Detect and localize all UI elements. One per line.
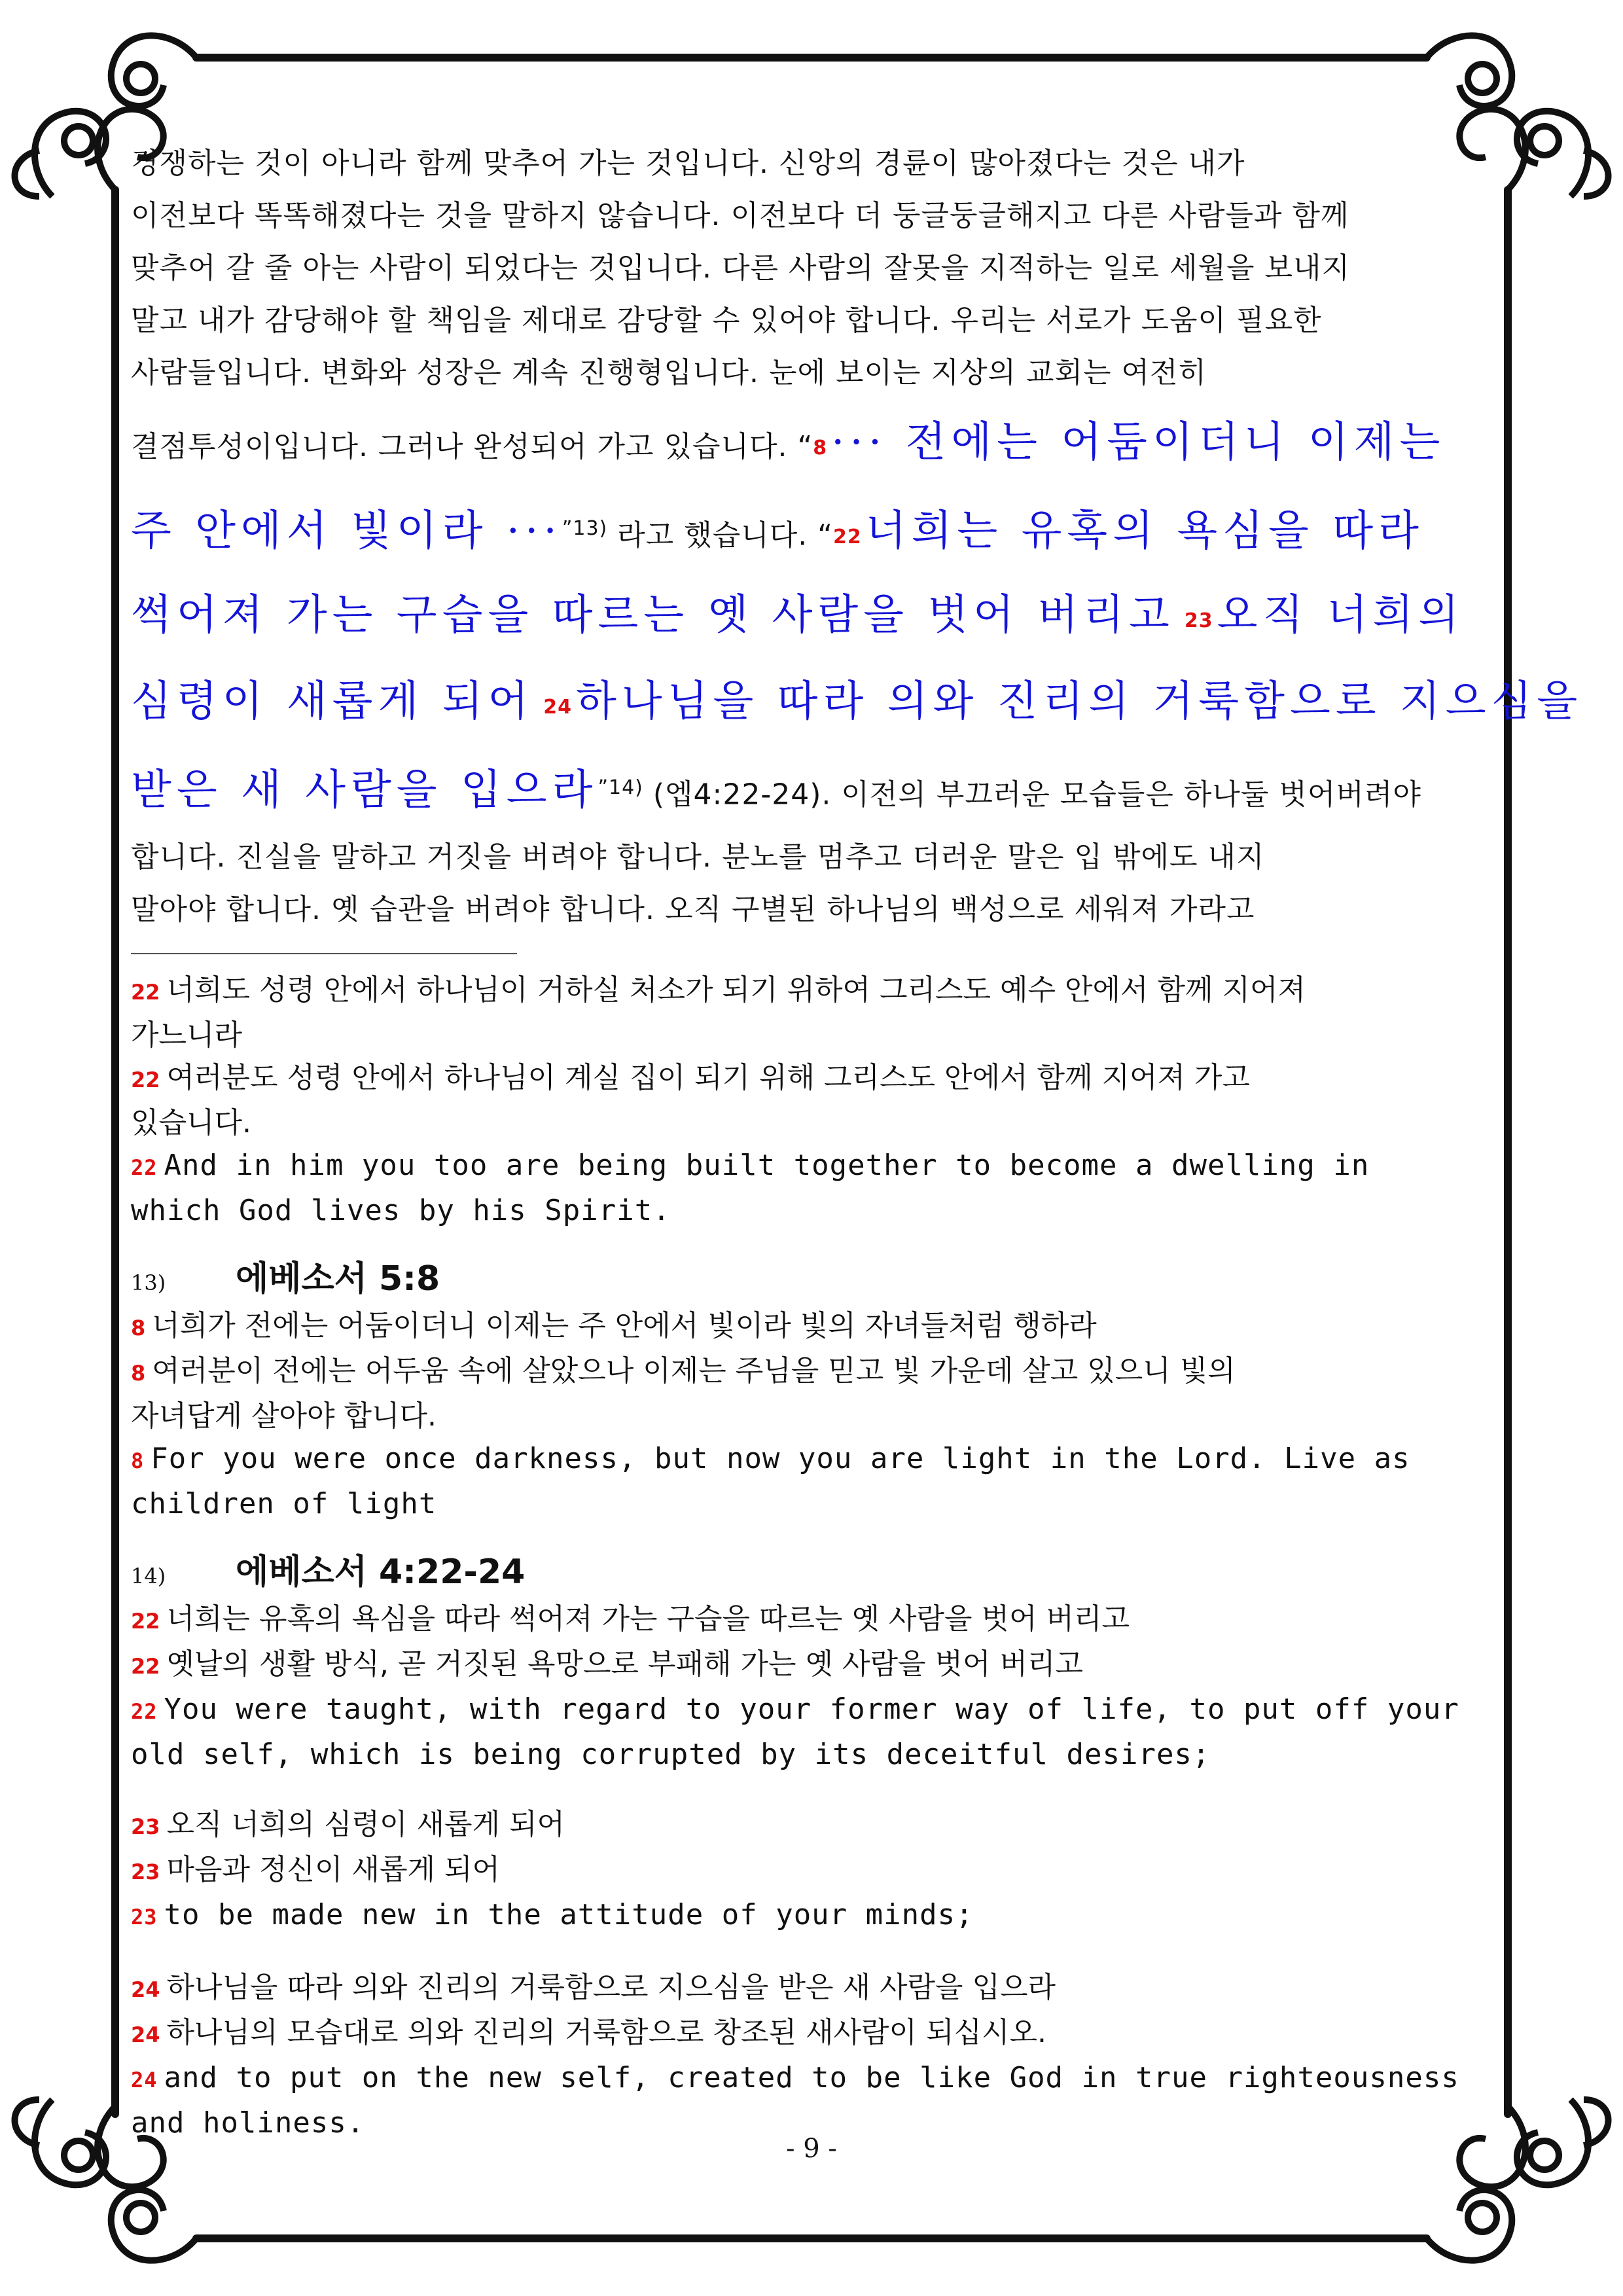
footnote-continued <box>131 969 1492 1232</box>
scripture-reference: 에베소서 4:22-24 <box>236 1552 526 1592</box>
footnote-divider <box>131 953 517 954</box>
body-line <box>131 745 1492 831</box>
scripture-quote: 심령이 새롭게 되어 <box>131 677 534 726</box>
footnote-verse <box>131 2056 1492 2144</box>
verse-text: 너희는 유혹의 욕심을 따라 썩어져 가는 구습을 따르는 옛 사람을 벗어 버리고 <box>166 1602 1130 1636</box>
page-number: - 9 - <box>786 2134 837 2164</box>
page-content <box>131 137 1583 2144</box>
scripture-quote: 너희는 유혹의 욕심을 따라 <box>865 507 1424 556</box>
footnote-verse <box>131 1598 1492 1643</box>
verse-number: 23 <box>131 1859 160 1884</box>
verse-number: 23 <box>131 1814 160 1839</box>
body-line: 이전보다 똑똑해졌다는 것을 말하지 않습니다. 이전보다 더 둥글둥글해지고 다른 사람들과 함께 <box>131 199 1349 232</box>
verse-text-cont: 자녀답게 살아야 합니다. <box>131 1399 437 1433</box>
verse-number: 22 <box>131 1699 158 1724</box>
verse-text: 하나님을 따라 의와 진리의 거룩함으로 지으심을 받은 새 사람을 입으라 <box>166 1971 1056 2004</box>
footnote-verse <box>131 2011 1492 2056</box>
verse-number: 22 <box>131 980 160 1005</box>
verse-text: 여러분이 전에는 어두움 속에 살았으나 이제는 주님을 믿고 빛 가운데 살고 있으니 빛의 <box>152 1354 1236 1388</box>
footnote-verse <box>131 1144 1492 1232</box>
verse-text: And in him you too are being built together to become a dwelling in <box>164 1149 1370 1182</box>
verse-number: 22 <box>131 1155 158 1180</box>
footnote-marker: ”14) <box>597 776 643 799</box>
footnote-14 <box>131 1551 1492 2144</box>
footnote-verse <box>131 1056 1492 1144</box>
body-line: 사람들입니다. 변화와 성장은 계속 진행형입니다. 눈에 보이는 지상의 교회는 여전히 <box>131 356 1207 389</box>
verse-number: 23 <box>131 1905 158 1929</box>
verse-text-cont: 있습니다. <box>131 1106 252 1139</box>
body-text: (엡4:22-24). 이전의 부끄러운 모습들은 하나둘 벗어버려야 <box>643 778 1421 812</box>
verse-text-cont: 가느니라 <box>131 1018 243 1052</box>
body-line: 말고 내가 감당해야 할 책임을 제대로 감당할 수 있어야 합니다. 우리는 서로가 도움이 필요한 <box>131 304 1322 337</box>
footnote-13 <box>131 1258 1492 1525</box>
verse-text: 너희가 전에는 어둠이더니 이제는 주 안에서 빛이라 빛의 자녀들처럼 행하라 <box>152 1309 1097 1342</box>
verse-text: 여러분도 성령 안에서 하나님이 계실 집이 되기 위해 그리스도 안에서 함께 지어져 가고 <box>166 1061 1251 1094</box>
verse-number: 22 <box>131 1654 160 1679</box>
verse-number: 23 <box>1184 609 1213 632</box>
verse-text-cont: which God lives by his Spirit. <box>131 1194 671 1227</box>
footnote-verse <box>131 1350 1492 1437</box>
scripture-quote: 오직 너희의 <box>1217 591 1465 639</box>
body-line <box>131 399 1492 486</box>
body-line <box>131 486 1492 572</box>
footnote-verse <box>131 1893 1492 1939</box>
verse-text: 마음과 정신이 새롭게 되어 <box>166 1853 501 1886</box>
footnote-marker: ”13) <box>562 517 608 540</box>
body-text: 라고 했습니다. “ <box>607 518 834 552</box>
verse-number: 24 <box>131 2022 160 2047</box>
scripture-quote: 주 안에서 빛이라 ··· <box>131 507 562 556</box>
verse-text: 하나님의 모습대로 의와 진리의 거룩함으로 창조된 새사람이 되십시오. <box>166 2016 1047 2049</box>
body-line: 맞추어 갈 줄 아는 사람이 되었다는 것입니다. 다른 사람의 잘못을 지적하는 일로 세월을 보내지 <box>131 251 1350 285</box>
verse-text: to be made new in the attitude of your minds; <box>164 1898 974 1931</box>
footnote-verse <box>131 1803 1492 1848</box>
verse-number: 24 <box>131 2068 158 2092</box>
scripture-quote: ··· 전에는 어둠이더니 이제는 <box>831 418 1446 467</box>
footnote-verse <box>131 1304 1492 1350</box>
verse-text: and to put on the new self, created to be like God in true righteousness <box>164 2061 1459 2094</box>
footnote-number: 13) <box>131 1270 166 1295</box>
verse-number: 8 <box>131 1316 146 1340</box>
body-line: 합니다. 진실을 말하고 거짓을 버려야 합니다. 분노를 멈추고 더러운 말은 입 밖에도 내지 <box>131 840 1265 874</box>
body-text: 결점투성이입니다. 그러나 완성되어 가고 있습니다. “ <box>131 430 813 463</box>
verse-number: 24 <box>131 1977 160 2002</box>
footnote-verse <box>131 1437 1492 1525</box>
verse-number: 8 <box>131 1448 145 1473</box>
scripture-quote: 하나님을 따라 의와 진리의 거룩함으로 지으심을 <box>576 677 1583 726</box>
scripture-quote: 썩어져 가는 구습을 따르는 옛 사람을 벗어 버리고 <box>131 591 1175 639</box>
verse-number: 22 <box>131 1609 160 1634</box>
verse-number: 22 <box>131 1067 160 1092</box>
verse-number: 8 <box>131 1361 146 1386</box>
scripture-reference: 에베소서 5:8 <box>236 1259 440 1299</box>
footnote-verse <box>131 1643 1492 1688</box>
body-line: 경쟁하는 것이 아니라 함께 맞추어 가는 것입니다. 신앙의 경륜이 많아졌다는 것은 내가 <box>131 147 1245 180</box>
body-line <box>131 572 1492 658</box>
verse-text: For you were once darkness, but now you are light in the Lord. Live as <box>151 1442 1410 1475</box>
footnote-heading <box>131 1258 1492 1304</box>
verse-text-cont: and holiness. <box>131 2106 365 2140</box>
verse-text-cont: children of light <box>131 1487 437 1520</box>
verse-number: 8 <box>813 437 828 459</box>
verse-text: You were taught, with regard to your former way of life, to put off your <box>164 1693 1459 1726</box>
footnote-verse <box>131 1848 1492 1893</box>
footnote-verse <box>131 969 1492 1056</box>
body-line <box>131 658 1583 745</box>
verse-text: 너희도 성령 안에서 하나님이 거하실 처소가 되기 위하여 그리스도 예수 안에서 함께 지어져 <box>166 973 1306 1007</box>
scripture-quote: 받은 새 사람을 입으라 <box>131 766 598 815</box>
verse-number: 22 <box>833 525 862 548</box>
footnote-number: 14) <box>131 1564 166 1588</box>
verse-text-cont: old self, which is being corrupted by its deceitful desires; <box>131 1738 1211 1771</box>
verse-text: 오직 너희의 심령이 새롭게 되어 <box>166 1808 565 1841</box>
body-paragraph <box>131 137 1583 936</box>
footnote-verse <box>131 1688 1492 1776</box>
footnote-verse <box>131 1966 1492 2011</box>
verse-number: 24 <box>543 696 573 719</box>
verse-text: 옛날의 생활 방식, 곧 거짓된 욕망으로 부패해 가는 옛 사람을 벗어 버리고 <box>166 1647 1083 1681</box>
footnote-heading <box>131 1551 1492 1598</box>
body-line: 말아야 합니다. 옛 습관을 버려야 합니다. 오직 구별된 하나님의 백성으로 세워져 가라고 <box>131 893 1255 926</box>
